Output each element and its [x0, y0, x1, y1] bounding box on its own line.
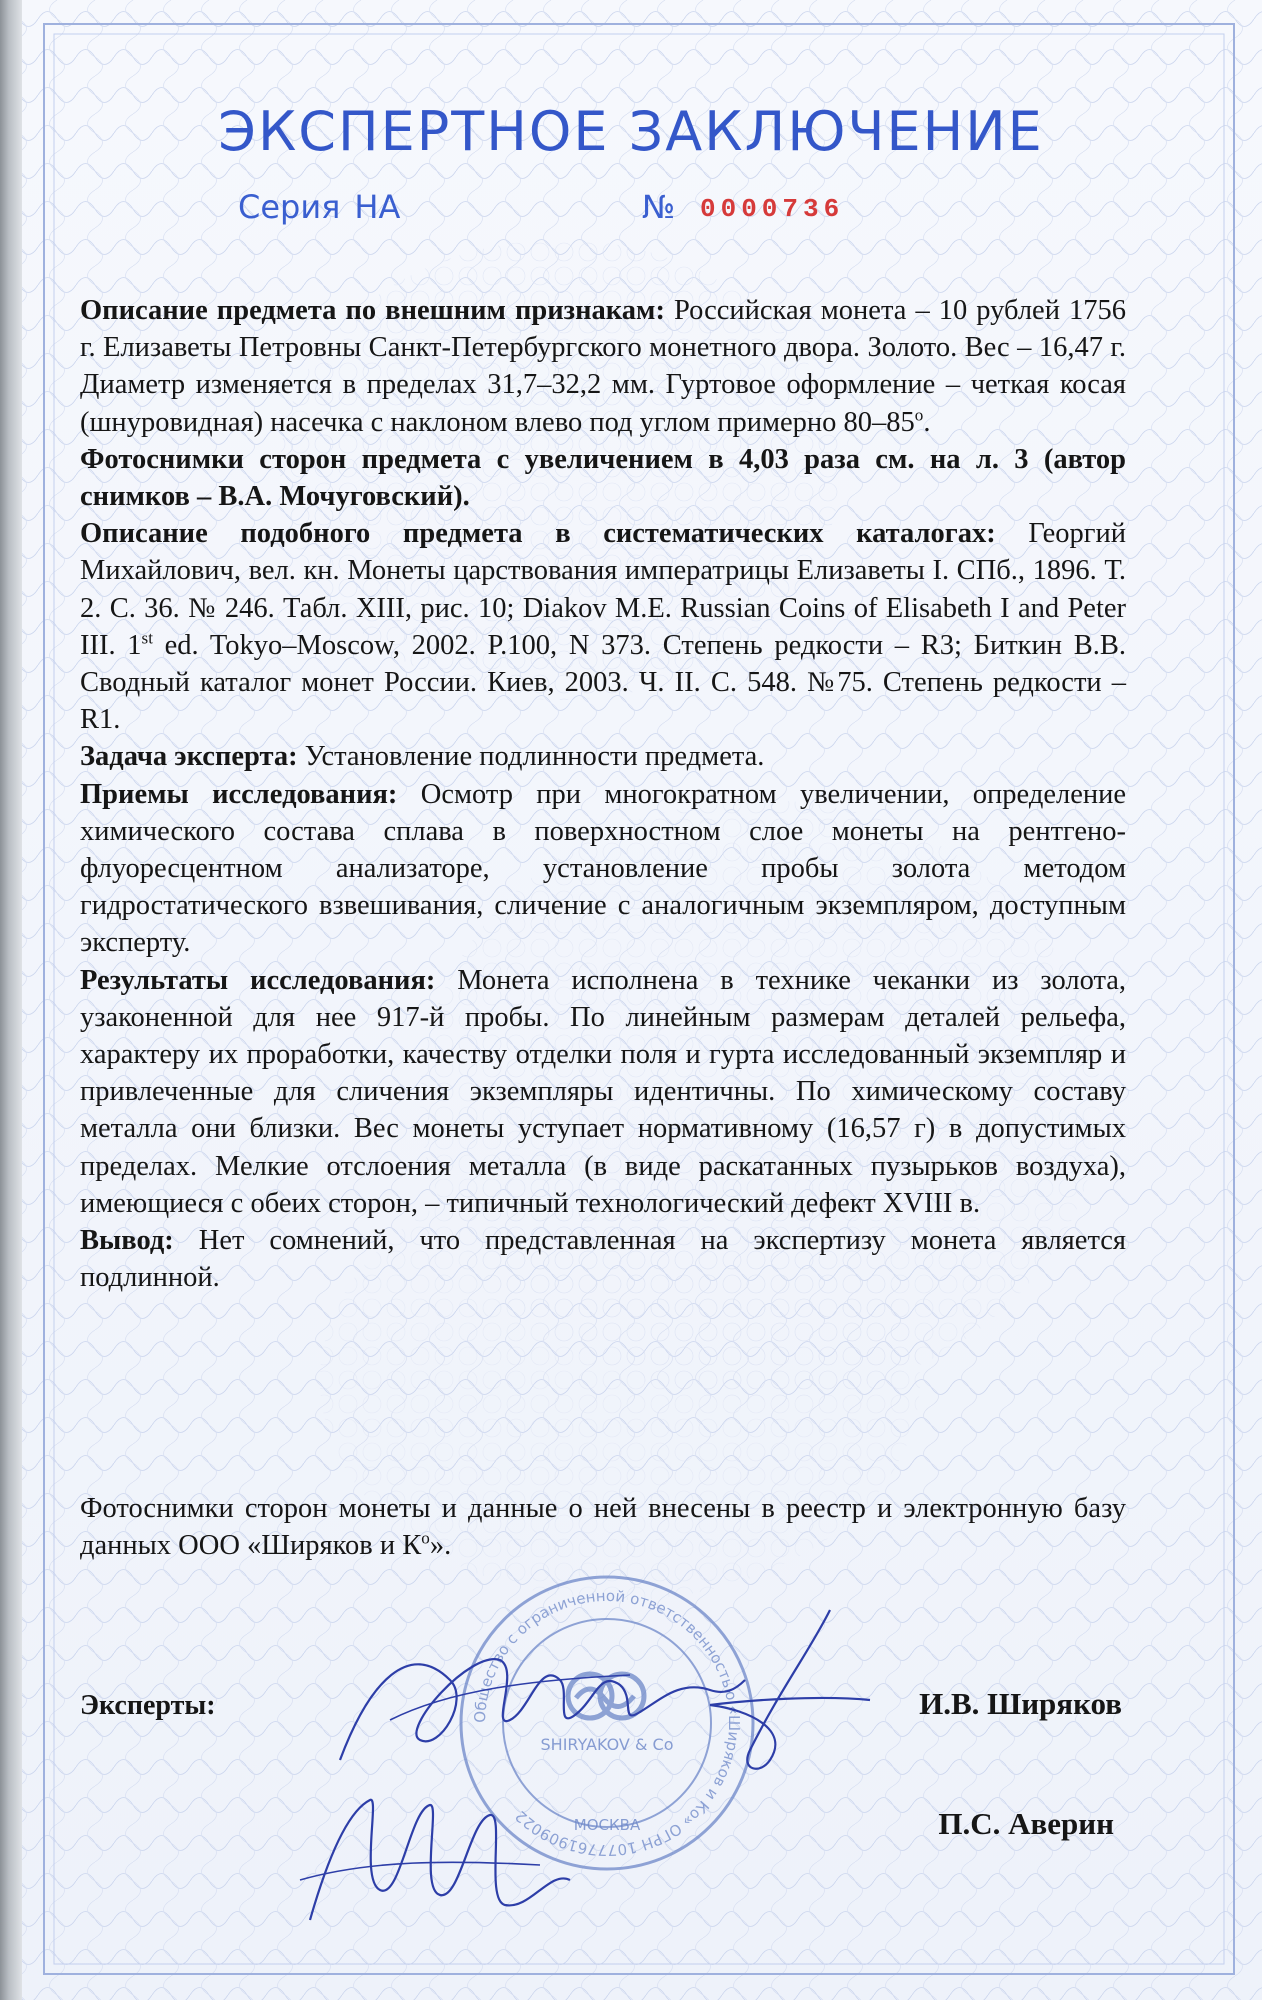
experts-label: Эксперты:: [80, 1690, 216, 1721]
section-label: Описание предмета по внешним признакам:: [80, 295, 665, 326]
seal-outer-text: Общество с ограниченной ответственностью «Ширяков и Ко» ОГРН 1077761909022: [470, 1586, 744, 1860]
section-label: Приемы исследования:: [80, 778, 398, 810]
degree-mark: o: [914, 405, 924, 425]
number-label: №: [642, 188, 676, 226]
section-methods: [80, 776, 1126, 962]
conclusion-body: [80, 292, 1126, 1296]
series-value: НА: [354, 188, 401, 226]
document-title: ЭКСПЕРТНОЕ ЗАКЛЮЧЕНИЕ: [218, 100, 1044, 163]
section-label: Фотоснимки сторон предмета с увеличением в 4,03 раза см. на л. 3 (автор снимков – В.А. Мочуговский).: [80, 443, 1126, 513]
section-description: [80, 292, 1126, 441]
section-label: Результаты исследования:: [80, 964, 436, 996]
document-number: 0000736: [700, 194, 845, 224]
section-text: Российская монета – 10 рублей 1756 г. Елизаветы Петровны Санкт-Петербургского монетного двора. Золото. Вес – 16,47 г. Диаметр изменяется в пределах 31,7–32,2 мм. Гуртовое оформление – четкая косая (шнуровидная) насечка с наклоном влево под углом примерно 80–85: [80, 295, 1126, 438]
series-label: Серия: [238, 188, 341, 226]
signature-2: [690, 1600, 890, 1790]
signature-3: [290, 1770, 590, 1950]
section-label: Описание подобного предмета в систематических каталогах:: [80, 518, 996, 550]
section-text-end: .: [923, 406, 931, 438]
signature-1: [330, 1620, 750, 1780]
section-text-rest: ed. Tokyo–Moscow, 2002. P.100, N 373. Степень редкости – R3; Биткин В.В. Сводный каталог монет России. Киев, 2003. Ч. II. С. 548. №75. Степень редкости – R1.: [80, 629, 1126, 736]
seal-center-text: SHIRYAKOV & Co: [540, 1735, 674, 1754]
section-text: Осмотр при многократном увеличении, определение химического состава сплава в поверхностном слое монеты на рентгено-флуоресцентном анализаторе, установление пробы золота методом гидростатического взвешивания, сличение с аналогичным экземпляром, доступным эксперту.: [80, 778, 1127, 959]
section-text: Нет сомнений, что представленная на экспертизу монета является подлинной.: [80, 1225, 1127, 1294]
note-end: ».: [429, 1530, 452, 1562]
section-text: Установление подлинности предмета.: [304, 741, 765, 773]
series-field: [238, 188, 400, 226]
section-text: Монета исполнена в технике чеканки из золота, узаконенной для нее 917-й пробы. По линейным размерам деталей рельефа, характеру их проработки, качеству отделки поля и гурта исследованный экземпляр и привлеченные для сличения экземпляры идентичны. По химическому составу металла они близки. Вес монеты уступает нормативному (16,57 г) в допустимых пределах. Мелкие отслоения металла (в виде раскатанных пузырьков воздуха), имеющиеся с обеих сторон, – типичный технологический дефект XVIII в.: [80, 964, 1127, 1219]
section-task: [80, 738, 1126, 775]
section-conclusion: [80, 1222, 1126, 1296]
section-label: Вывод:: [80, 1225, 174, 1257]
section-catalogs: [80, 515, 1126, 738]
registry-note: [80, 1490, 1126, 1564]
section-results: [80, 962, 1126, 1222]
section-label: Задача эксперта:: [80, 741, 298, 773]
note-text: Фотоснимки сторон монеты и данные о ней внесены в реестр и электронную базу данных ООО «Ширяков и К: [80, 1493, 1126, 1562]
section-text: Георгий Михайлович, вел. кн. Монеты царствования императрицы Елизаветы I. СПб., 1896. Т. 2. С. 36. № 246. Табл. XIII, рис. 10; Diakov M.E. Russian Coins of Elisabeth I and Peter III. 1: [80, 518, 1126, 661]
ordinal-mark: st: [141, 628, 153, 648]
section-photos: [80, 441, 1126, 515]
expert-name-1: И.В. Ширяков: [919, 1686, 1122, 1721]
binding-edge: [0, 0, 22, 2000]
seal-bottom-text: МОСКВА: [573, 1816, 641, 1834]
expert-name-2: П.С. Аверин: [938, 1806, 1114, 1841]
note-sup: о: [421, 1528, 430, 1548]
